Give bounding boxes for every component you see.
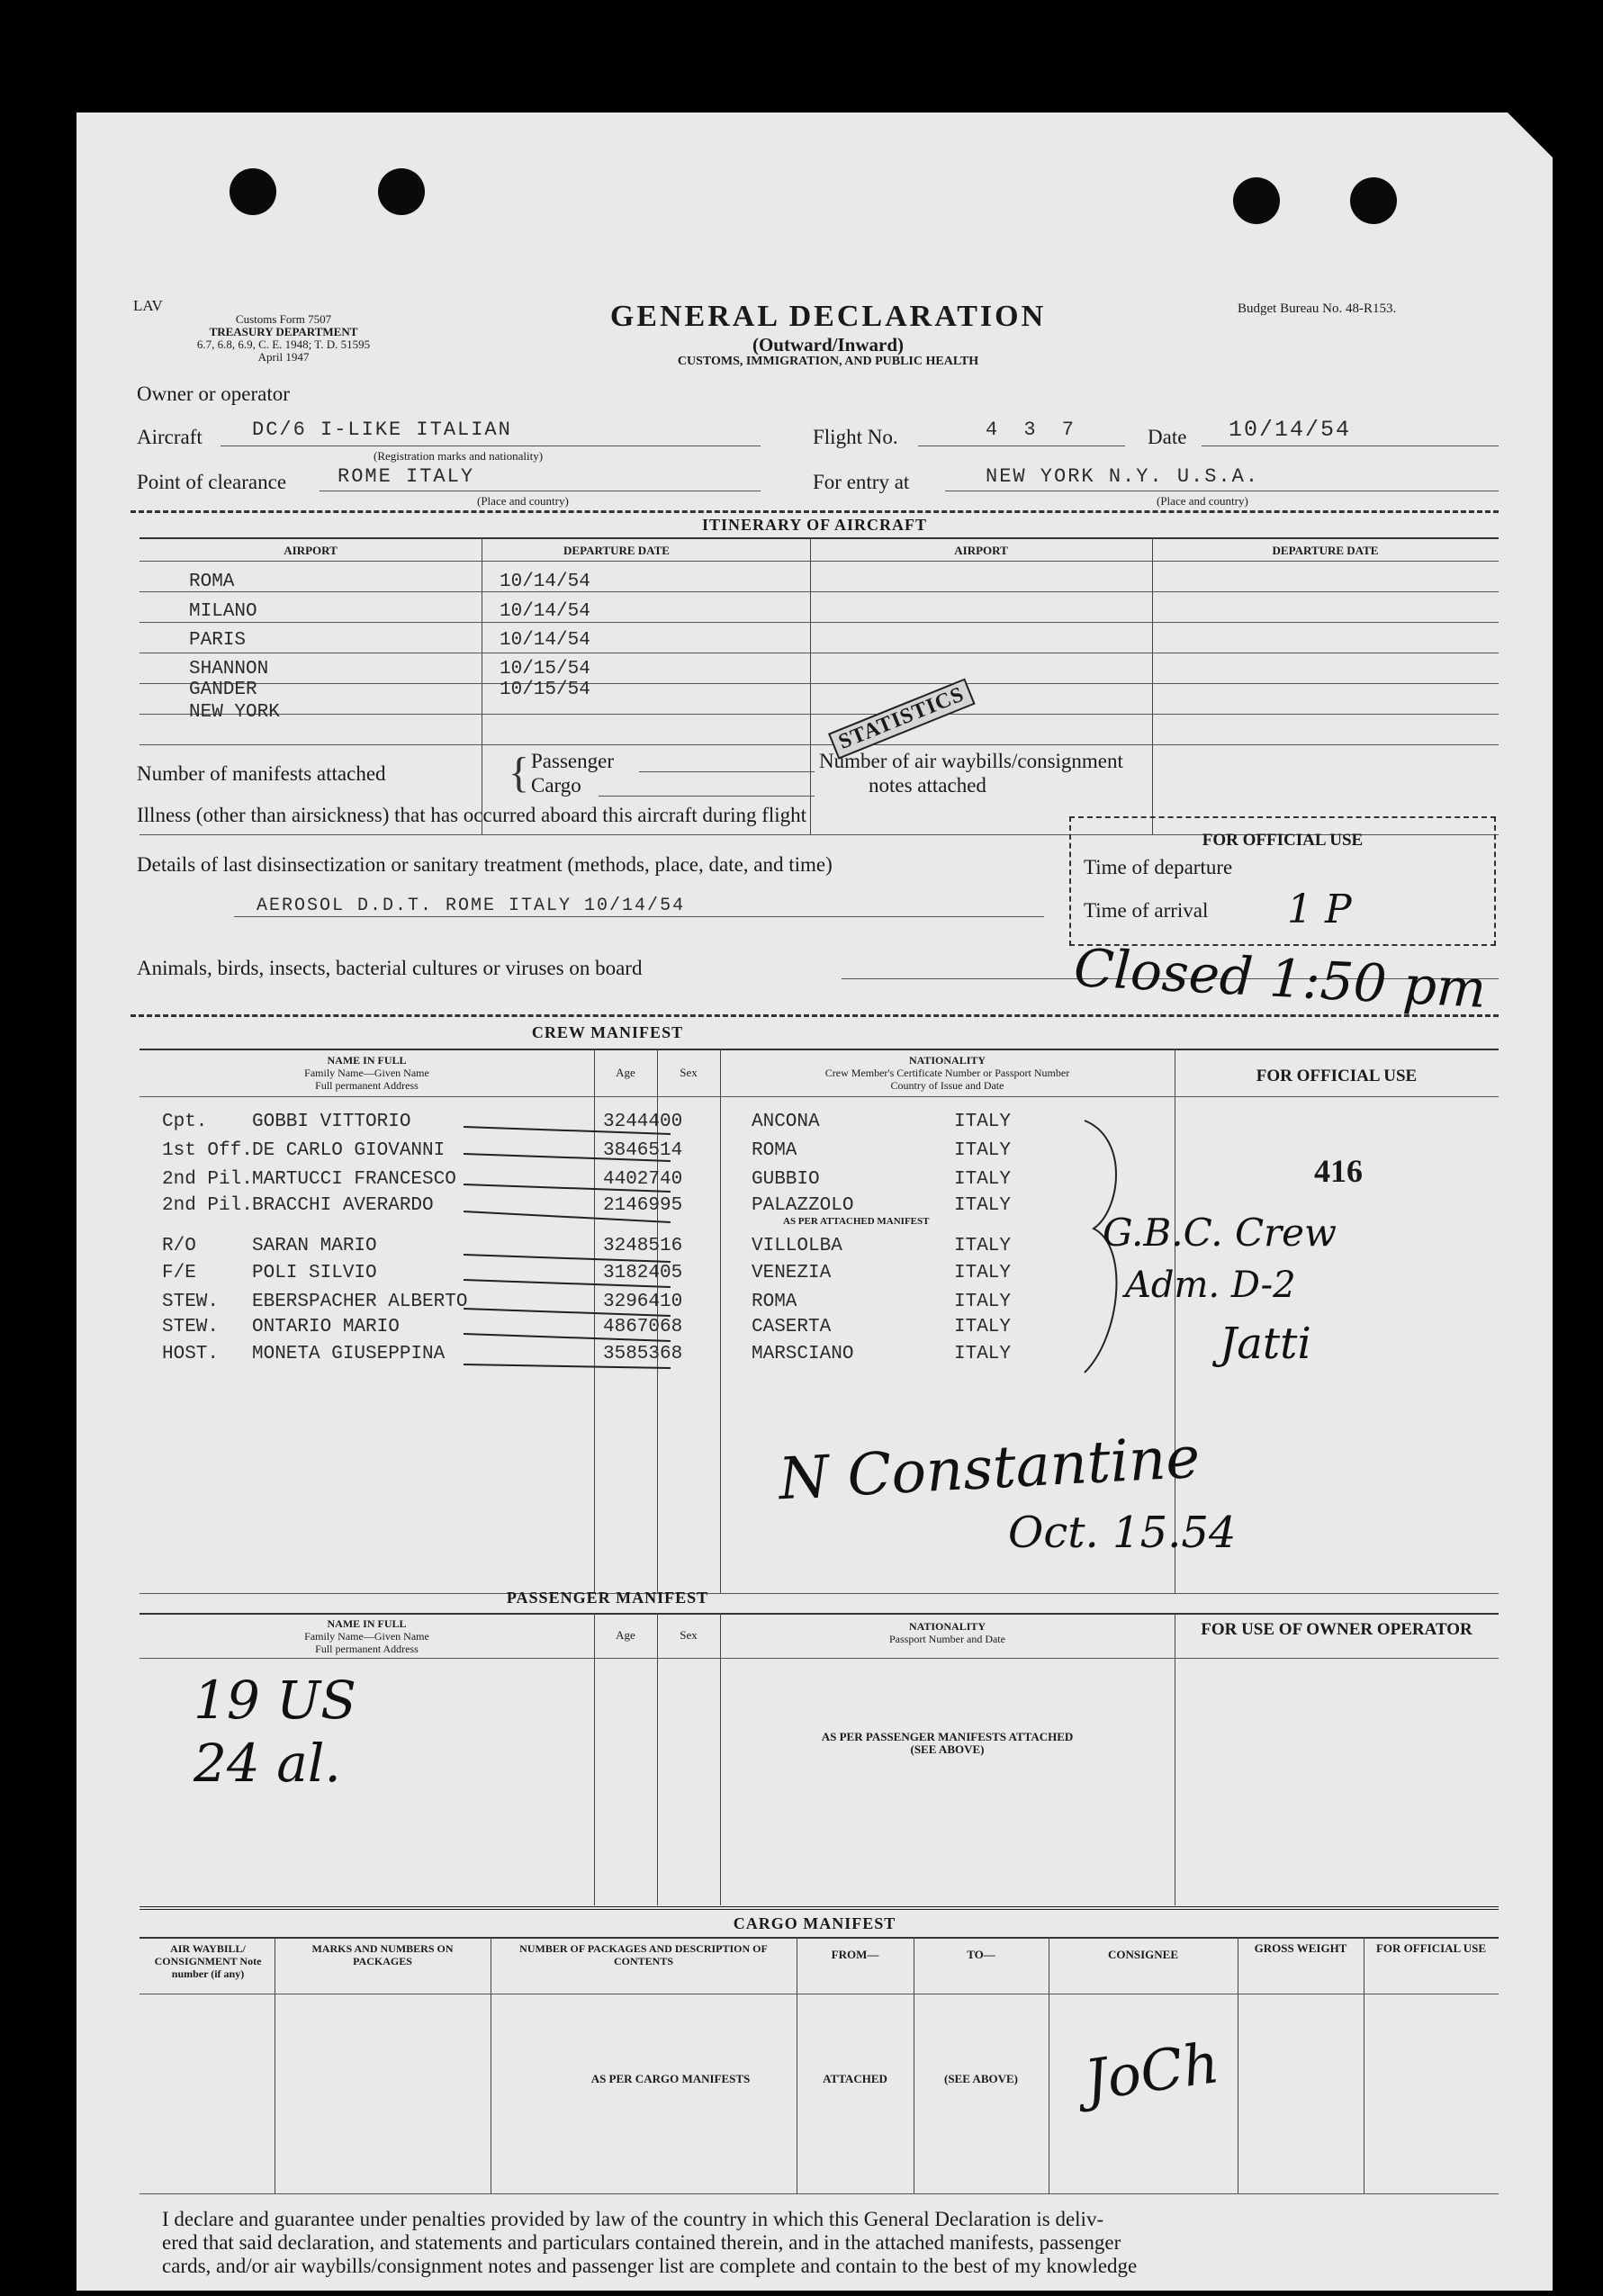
crew-number: 3296410 — [603, 1292, 683, 1312]
budget-bureau: Budget Bureau No. 48-R153. — [1238, 302, 1397, 316]
passenger-note: AS PER PASSENGER MANIFESTS ATTACHED (SEE ABOVE) — [821, 1730, 1074, 1756]
form-lav: LAV — [133, 297, 163, 314]
passenger-header-nationality: NATIONALITY Passport Number and Date — [889, 1620, 1005, 1645]
crew-country: ITALY — [954, 1263, 1012, 1283]
crew-rank: F/E — [162, 1263, 196, 1283]
cargo-header-to: TO— — [967, 1948, 995, 1961]
crew-number: 3585368 — [603, 1344, 683, 1364]
owner-label: Owner or operator — [137, 383, 290, 405]
cargo-row-from: ATTACHED — [823, 2072, 887, 2085]
manifests-cargo: Cargo — [531, 774, 581, 797]
crew-handwritten-3: Jatti — [1220, 1319, 1311, 1369]
itinerary-date: 10/14/54 — [500, 572, 590, 592]
crew-number: 3248516 — [603, 1236, 683, 1256]
date-value: 10/14/54 — [1229, 417, 1352, 443]
punch-hole — [230, 168, 276, 215]
crew-rank: STEW. — [162, 1317, 220, 1337]
cargo-initials: JoCh — [1080, 2029, 1223, 2114]
declaration-text: I declare and guarantee under penalties provided by law of the country in which this General Declaration is deliv- ered that said declaration, and statements and particulars contained therein, and in the attached manifests, passenger cards, and/or air waybills/consignment notes and passenger list are complete and contain to the best of my knowledge — [162, 2208, 1138, 2277]
crew-name: GOBBI VITTORIO — [252, 1112, 411, 1132]
crew-country: ITALY — [954, 1112, 1012, 1132]
document-sheet — [77, 113, 1553, 2291]
crew-place: PALAZZOLO — [752, 1195, 854, 1216]
crew-place: VILLOLBA — [752, 1236, 842, 1256]
crew-country: ITALY — [954, 1169, 1012, 1190]
cargo-header-from: FROM— — [831, 1948, 879, 1961]
illness-label: Illness (other than airsickness) that has occurred aboard this aircraft during flight — [137, 804, 807, 826]
official-use-box: FOR OFFICIAL USE Time of departure Time of arrival — [1069, 816, 1496, 946]
crew-number: 4402740 — [603, 1169, 683, 1190]
entry-label: For entry at — [813, 471, 910, 493]
document-subtitle: (Outward/Inward) — [752, 334, 904, 356]
cargo-title: CARGO MANIFEST — [733, 1914, 896, 1932]
cargo-header-packages: NUMBER OF PACKAGES AND DESCRIPTION OF CONTENTS — [519, 1942, 768, 1967]
crew-country: ITALY — [954, 1344, 1012, 1364]
itinerary-airport: ROMA — [189, 572, 235, 592]
itinerary-airport: GANDER — [189, 680, 257, 700]
crew-header-name: NAME IN FULL Family Name—Given Name Full permanent Address — [304, 1054, 429, 1092]
crew-attached-note: AS PER ATTACHED MANIFEST — [783, 1216, 930, 1227]
cargo-row-to: (SEE ABOVE) — [944, 2072, 1018, 2085]
crew-place: ROMA — [752, 1140, 797, 1161]
itinerary-airport: PARIS — [189, 630, 247, 651]
entry-value: NEW YORK N.Y. U.S.A. — [986, 465, 1260, 488]
cargo-header-marks: MARKS AND NUMBERS ON PACKAGES — [311, 1942, 454, 1967]
manifests-label: Number of manifests attached — [137, 762, 386, 785]
crew-name: MONETA GIUSEPPINA — [252, 1344, 446, 1364]
brace-icon: { — [509, 749, 530, 797]
crew-place: MARSCIANO — [752, 1344, 854, 1364]
crew-place: ANCONA — [752, 1112, 820, 1132]
clearance-note: (Place and country) — [477, 494, 569, 508]
waybills-notes: notes attached — [869, 774, 986, 797]
folded-corner — [1508, 113, 1553, 158]
crew-header-official: FOR OFFICIAL USE — [1256, 1067, 1418, 1085]
itinerary-header-date: DEPARTURE DATE — [563, 544, 670, 557]
closed-handwritten: Closed 1:50 pm — [1072, 937, 1488, 1020]
cargo-header-consignee: CONSIGNEE — [1107, 1948, 1179, 1961]
cargo-row-packages: AS PER CARGO MANIFESTS — [590, 2072, 751, 2085]
crew-country: ITALY — [954, 1317, 1012, 1337]
crew-number: 3182405 — [603, 1263, 683, 1283]
crew-signature: N Constantine — [777, 1424, 1202, 1514]
official-number: 416 — [1314, 1153, 1363, 1189]
itinerary-header-airport: AIRPORT — [284, 544, 338, 557]
crew-country: ITALY — [954, 1236, 1012, 1256]
aircraft-label: Aircraft — [137, 426, 203, 448]
crew-place: ROMA — [752, 1292, 797, 1312]
passenger-header-name: NAME IN FULL Family Name—Given Name Full permanent Address — [304, 1617, 429, 1655]
passenger-title: PASSENGER MANIFEST — [506, 1589, 709, 1607]
flight-label: Flight No. — [813, 426, 898, 448]
clearance-value: ROME ITALY — [338, 465, 475, 488]
entry-note: (Place and country) — [1157, 494, 1248, 508]
crew-rank: Cpt. — [162, 1112, 208, 1132]
crew-number: 3846514 — [603, 1140, 683, 1161]
crew-rank: 2nd Pil. — [162, 1195, 253, 1216]
crew-name: DE CARLO GIOVANNI — [252, 1140, 446, 1161]
crew-place: CASERTA — [752, 1317, 832, 1337]
cargo-header-weight: GROSS WEIGHT — [1254, 1941, 1347, 1955]
itinerary-date: 10/15/54 — [500, 680, 590, 700]
crew-number: 2146995 — [603, 1195, 683, 1216]
itinerary-date: 10/15/54 — [500, 659, 590, 680]
punch-hole — [1233, 177, 1280, 224]
document-subheading: CUSTOMS, IMMIGRATION, AND PUBLIC HEALTH — [677, 355, 979, 368]
date-label: Date — [1148, 426, 1187, 448]
passenger-header-age: Age — [616, 1628, 635, 1642]
crew-handwritten-1: G.B.C. Crew — [1103, 1211, 1337, 1255]
itinerary-header-airport-2: AIRPORT — [954, 544, 1008, 557]
statistics-stamp: STATISTICS — [828, 679, 976, 760]
disinsect-value: AEROSOL D.D.T. ROME ITALY 10/14/54 — [257, 896, 686, 916]
crew-rank: 2nd Pil. — [162, 1169, 253, 1190]
passenger-handwritten-2: 24 al. — [194, 1733, 341, 1794]
crew-rank: R/O — [162, 1236, 196, 1256]
crew-place: VENEZIA — [752, 1263, 832, 1283]
crew-name: EBERSPACHER ALBERTO — [252, 1292, 468, 1312]
crew-rank: HOST. — [162, 1344, 220, 1364]
itinerary-airport: NEW YORK — [189, 702, 280, 723]
itinerary-date: 10/14/54 — [500, 630, 590, 651]
flight-value: 4 3 7 — [986, 419, 1082, 441]
passenger-header-owner: FOR USE OF OWNER OPERATOR — [1201, 1620, 1472, 1639]
aircraft-note: (Registration marks and nationality) — [374, 449, 544, 463]
crew-header-sex: Sex — [680, 1066, 698, 1079]
crew-name: BRACCHI AVERARDO — [252, 1195, 434, 1216]
crew-name: SARAN MARIO — [252, 1236, 377, 1256]
cargo-header-waybill: AIR WAYBILL/ CONSIGNMENT Note number (if any) — [154, 1942, 262, 1980]
form-reference: Customs Form 7507 TREASURY DEPARTMENT 6.7, 6.8, 6.9, C. E. 1948; T. D. 51595 April 1947 — [196, 312, 371, 364]
arrival-handwritten: 1 P — [1287, 887, 1352, 932]
crew-name: POLI SILVIO — [252, 1263, 377, 1283]
crew-country: ITALY — [954, 1195, 1012, 1216]
itinerary-airport: SHANNON — [189, 659, 269, 680]
crew-name: ONTARIO MARIO — [252, 1317, 400, 1337]
crew-rank: STEW. — [162, 1292, 220, 1312]
manifests-passenger: Passenger — [531, 750, 614, 772]
crew-title: CREW MANIFEST — [531, 1023, 684, 1041]
crew-country: ITALY — [954, 1292, 1012, 1312]
punch-hole — [378, 168, 425, 215]
disinsect-label: Details of last disinsectization or sanitary treatment (methods, place, date, and time) — [137, 853, 833, 876]
crew-header-nationality: NATIONALITY Crew Member's Certificate Number or Passport Number Country of Issue and Date — [824, 1054, 1070, 1092]
passenger-handwritten-1: 19 US — [194, 1670, 356, 1731]
itinerary-title: ITINERARY OF AIRCRAFT — [701, 516, 928, 534]
crew-header-age: Age — [616, 1066, 635, 1079]
itinerary-date: 10/14/54 — [500, 601, 590, 622]
aircraft-value: DC/6 I-LIKE ITALIAN — [252, 419, 512, 441]
waybills-label: Number of air waybills/consignment — [819, 750, 1123, 772]
crew-place: GUBBIO — [752, 1169, 820, 1190]
passenger-header-sex: Sex — [680, 1628, 698, 1642]
animals-label: Animals, birds, insects, bacterial cultures or viruses on board — [137, 957, 643, 979]
punch-hole — [1350, 177, 1397, 224]
cargo-header-official: FOR OFFICIAL USE — [1375, 1941, 1487, 1955]
crew-name: MARTUCCI FRANCESCO — [252, 1169, 456, 1190]
itinerary-header-date-2: DEPARTURE DATE — [1272, 544, 1379, 557]
crew-signature-date: Oct. 15.54 — [1008, 1508, 1237, 1558]
crew-rank: 1st Off. — [162, 1140, 253, 1161]
itinerary-airport: MILANO — [189, 601, 257, 622]
crew-number: 3244400 — [603, 1112, 683, 1132]
crew-number: 4867068 — [603, 1317, 683, 1337]
document-title: GENERAL DECLARATION — [609, 300, 1047, 333]
clearance-label: Point of clearance — [137, 471, 287, 493]
crew-country: ITALY — [954, 1140, 1012, 1161]
crew-handwritten-2: Adm. D-2 — [1125, 1265, 1296, 1306]
